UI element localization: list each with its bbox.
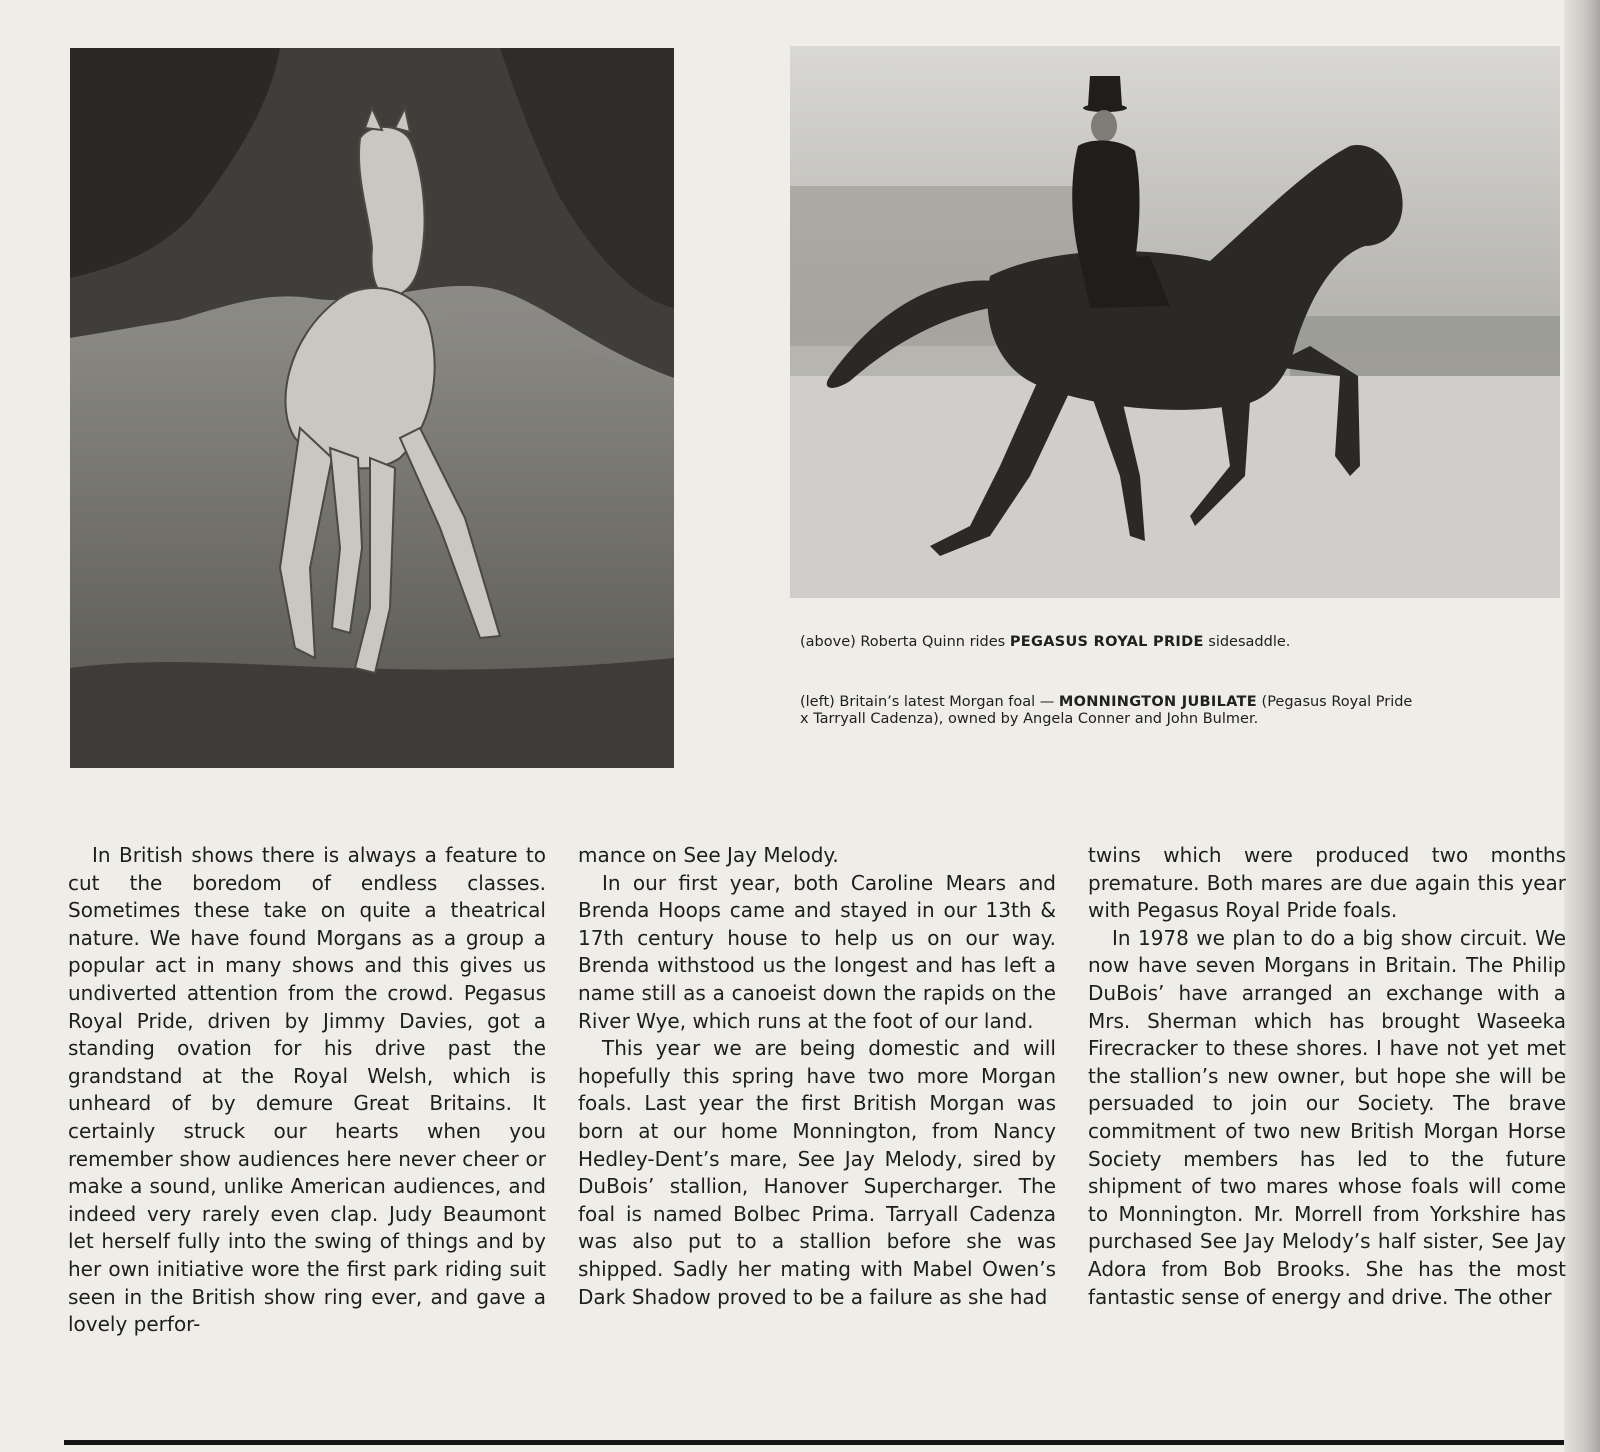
article-paragraph-continuation: twins which were produced two months premature. Both mares are due again this year with Pegasus Royal Pride foals. [1088,843,1566,923]
article-paragraph: In 1978 we plan to do a big show circuit. We now have seven Morgans in Britain. The Philip DuBois’ have arranged an exchange with a Mrs. Sherman which has brought Waseeka Firecracker to these shores. I have not yet met the stallion’s new owner, but hope she will be persuaded to join our Society. The brave commitment of two new British Morgan Horse Society members has led to the future shipment of two mares whose foals will come to Monnington. Mr. Morrell from Yorkshire has purchased See Jay Melody’s half sister, See Jay Adora from Bob Brooks. She has the most fantastic sense of energy and drive. The other [1088,925,1566,1309]
caption-left-horse: MONNINGTON JUBILATE [1058,694,1257,710]
article-paragraph: In British shows there is always a feature to cut the boredom of endless classes. Sometimes these take on quite a theatrical nature. We have found Morgans as a group a popular act in many shows and this gives us undiverted attention from the crowd. Pegasus Royal Pride, driven by Jimmy Davies, got a standing ovation for his drive past the grandstand at the Royal Welsh, which is unheard of by demure Great Britains. It certainly struck our hearts when you remember show audiences here never cheer or make a sound, unlike American audiences, and indeed very rarely even clap. Judy Beaumont let herself fully into the swing of things and by her own initiative wore the first park riding suit seen in the British show ring ever, and gave a lovely perfor- [68,843,546,1337]
caption-left-suffix: (Pegasus Royal Pride x Tarryall Cadenza), owned by Angela Conner and John Bulmer. [800,694,1413,727]
article-column-1 [68,842,546,1362]
article-paragraph-continuation: mance on See Jay Melody. [578,843,839,867]
foal-photo [70,48,674,768]
caption-above-horse: PEGASUS ROYAL PRIDE [1009,634,1204,650]
caption-above-suffix: sidesaddle. [1203,634,1291,650]
foal-photo-illustration [70,48,674,768]
rider-photo [790,46,1560,598]
page-edge-shadow [1564,0,1600,1452]
bottom-rule [64,1440,1564,1445]
article-paragraph: This year we are being domestic and will hopefully this spring have two more Morgan foals. Last year the first British Morgan was born at our home Monnington, from Nancy Hedley-Dent’s mare, See Jay Melody, sired by DuBois’ stallion, Hanover Supercharger. The foal is named Bolbec Prima. Tarryall Cadenza was also put to a stallion before she was shipped. Sadly her mating with Mabel Owen’s Dark Shadow proved to be a failure as she had [578,1036,1056,1309]
article-column-2 [578,842,1056,1362]
caption-above [800,634,1420,651]
caption-above-text: (above) Roberta Quinn rides [800,634,1010,650]
article-column-3 [1088,842,1566,1362]
caption-left [800,694,1420,728]
caption-left-text: (left) Britain’s latest Morgan foal — [800,694,1059,710]
rider-photo-illustration [790,46,1560,598]
article-paragraph: In our first year, both Caroline Mears and Brenda Hoops came and stayed in our 13th & 17th century house to help us on our way. Brenda withstood us the longest and has left a name still as a canoeist down the rapids on the River Wye, which runs at the foot of our land. [578,870,1056,1033]
